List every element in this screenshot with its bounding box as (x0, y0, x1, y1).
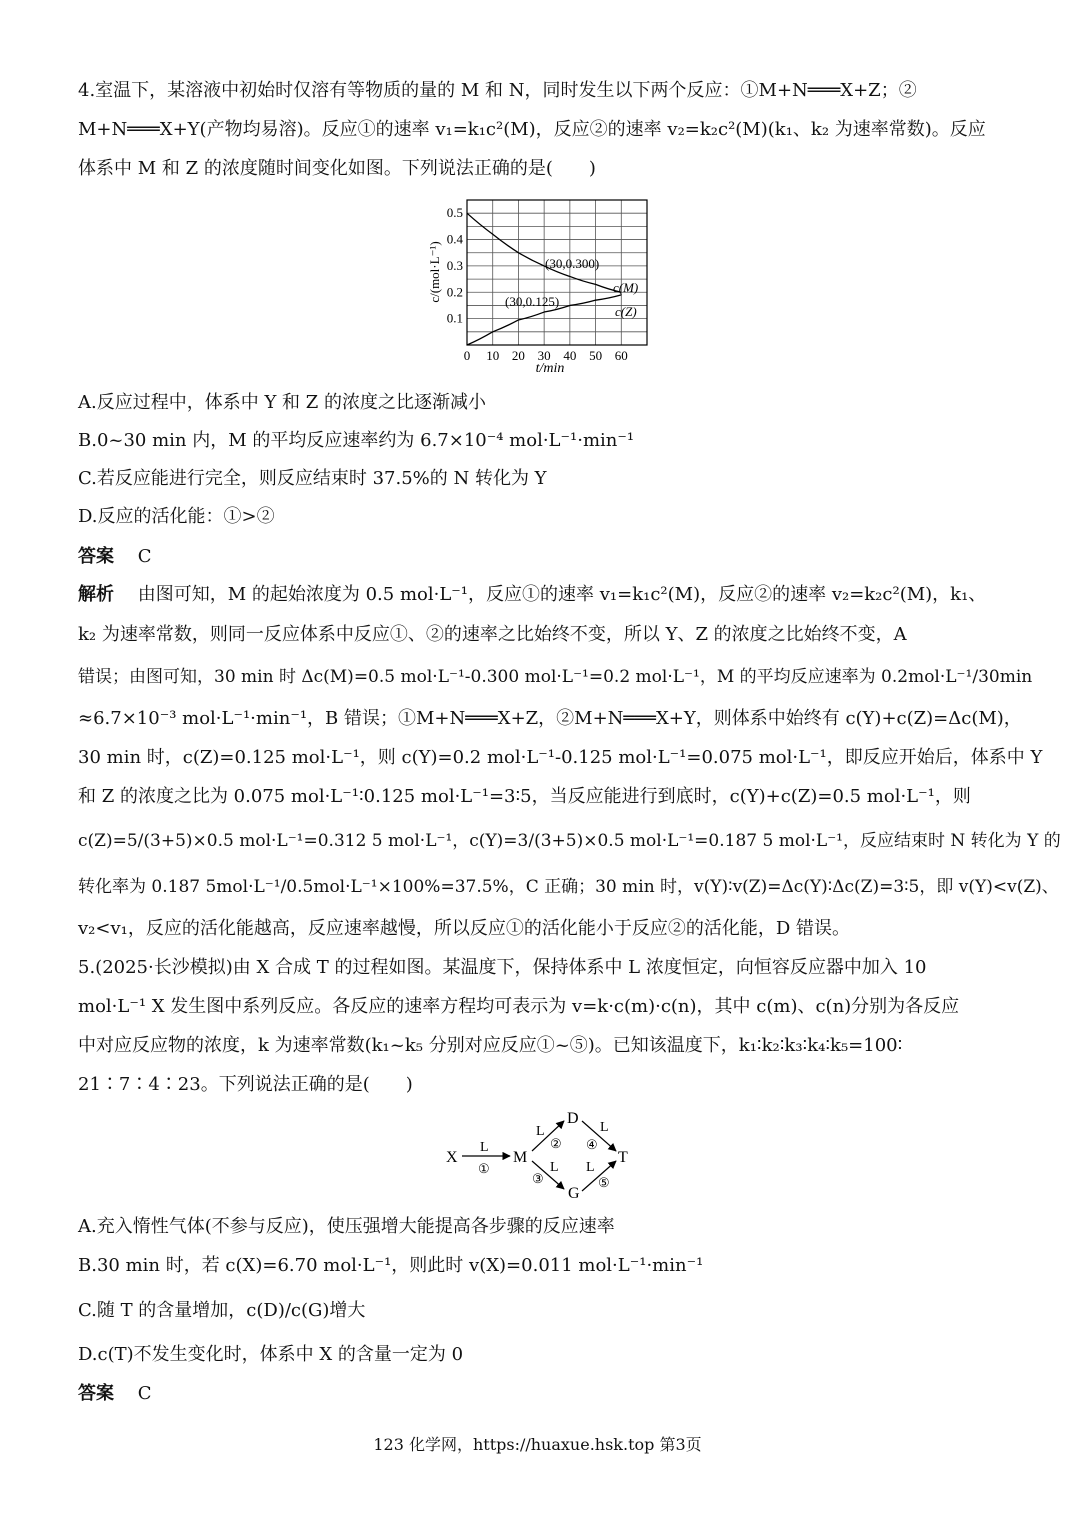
series-label-cM: c(M) (613, 280, 639, 295)
reagent-l-5: L (586, 1160, 595, 1175)
q5-option-c: C.随 T 的含量增加，c(D)/c(G)增大 (78, 1300, 366, 1321)
q5-stem-line-2: mol·L⁻¹ X 发生图中系列反应。各反应的速率方程均可表示为 v=k·c(m)·c(n)，其中 c(m)、c(n)分别为各反应 (78, 996, 960, 1017)
q4-analysis-text-1: 由图可知，M 的起始浓度为 0.5 mol·L⁻¹，反应①的速率 v₁=k₁c²(M)，反应②的速率 v₂=k₂c²(M)，k₁、 (137, 584, 987, 605)
species-g: G (568, 1185, 580, 1202)
q5-answer-value: C (137, 1383, 152, 1404)
species-d: D (567, 1110, 579, 1127)
q4-stem-line-1: 4.室温下，某溶液中初始时仅溶有等物质的量的 M 和 N，同时发生以下两个反应：①M+N═══X+Z；② (78, 80, 917, 101)
q4-analysis-label: 解析 (78, 584, 114, 605)
q4-analysis-line-4: ≈6.7×10⁻³ mol·L⁻¹·min⁻¹，B 错误；①M+N═══X+Z，②M+N═══X+Y，则体系中始终有 c(Y)+c(Z)=Δc(M)， (78, 708, 1022, 729)
q4-answer-value: C (137, 546, 152, 567)
x-axis-label: t/min (535, 361, 565, 376)
q4-option-b: B.0~30 min 内，M 的平均反应速率约为 6.7×10⁻⁴ mol·L⁻¹·min⁻¹ (78, 430, 635, 451)
reagent-l-1: L (480, 1140, 489, 1155)
reagent-l-3: L (550, 1160, 559, 1175)
q5-stem-line-3: 中对应反应物的浓度，k 为速率常数(k₁~k₅ 分别对应反应①~⑤)。已知该温度下，k₁∶k₂∶k₃∶k₄∶k₅=100∶ (78, 1035, 903, 1056)
y-axis-label: c/(mol·L⁻¹) (427, 241, 442, 303)
y-tick-label: 0.4 (446, 231, 463, 247)
chart-grid (467, 200, 647, 345)
q5-answer (78, 1381, 152, 1407)
concentration-time-chart (415, 190, 665, 380)
q5-option-b: B.30 min 时，若 c(X)=6.70 mol·L⁻¹，则此时 v(X)=0.011 mol·L⁻¹·min⁻¹ (78, 1255, 704, 1276)
q4-analysis-line-6: 和 Z 的浓度之比为 0.075 mol·L⁻¹∶0.125 mol·L⁻¹=3∶5，当反应能进行到底时，c(Y)+c(Z)=0.5 mol·L⁻¹，则 (78, 786, 971, 807)
q4-analysis-line-9: v₂<v₁，反应的活化能越高，反应速率越慢，所以反应①的活化能小于反应②的活化能，D 错误。 (78, 918, 851, 939)
q5-stem-line-1: 5.(2025·长沙模拟)由 X 合成 T 的过程如图。某温度下，保持体系中 L 浓度恒定，向恒容反应器中加入 10 (78, 957, 927, 978)
species-t: T (618, 1149, 628, 1166)
species-x: X (446, 1149, 458, 1166)
step-2: ② (550, 1136, 562, 1151)
y-tick-label: 0.2 (446, 284, 463, 300)
chart-frame (467, 200, 647, 345)
series-label-cZ: c(Z) (615, 304, 637, 319)
y-tick-labels (447, 205, 464, 325)
species-m: M (513, 1149, 528, 1166)
reagent-l-2: L (536, 1124, 545, 1139)
reagent-l-4: L (600, 1120, 609, 1135)
x-tick-label: 40 (563, 348, 577, 363)
q4-analysis-line-8: 转化率为 0.187 5mol·L⁻¹/0.5mol·L⁻¹×100%=37.5%，C 正确；30 min 时，v(Y)∶v(Z)=Δc(Y)∶Δc(Z)=3∶5，即 v(Y)<v(Z)、 (78, 877, 1059, 897)
page-footer: 123 化学网，https://huaxue.hsk.top 第3页 (373, 1435, 702, 1454)
x-tick-label: 50 (589, 348, 603, 363)
x-tick-label: 30 (537, 348, 551, 363)
q4-analysis-line-5: 30 min 时，c(Z)=0.125 mol·L⁻¹，则 c(Y)=0.2 mol·L⁻¹-0.125 mol·L⁻¹=0.075 mol·L⁻¹，即反应开始后，体系中 Y (78, 747, 1043, 768)
y-tick-label: 0.3 (446, 257, 463, 273)
q4-analysis-line-3: 错误；由图可知，30 min 时 Δc(M)=0.5 mol·L⁻¹-0.300 mol·L⁻¹=0.2 mol·L⁻¹，M 的平均反应速率为 0.2mol·L⁻¹/30min (78, 667, 1033, 687)
q4-stem-line-2: M+N═══X+Y(产物均易溶)。反应①的速率 v₁=k₁c²(M)，反应②的速率 v₂=k₂c²(M)(k₁、k₂ 为速率常数)。反应 (78, 119, 986, 140)
q5-option-a: A.充入惰性气体(不参与反应)，使压强增大能提高各步骤的反应速率 (78, 1216, 615, 1237)
q4-analysis-line-7: c(Z)=5/(3+5)×0.5 mol·L⁻¹=0.312 5 mol·L⁻¹，c(Y)=3/(3+5)×0.5 mol·L⁻¹=0.187 5 mol·L⁻¹，反应结束时 N 转化为 Y 的 (78, 831, 1061, 851)
x-tick-label: 20 (511, 348, 525, 363)
q4-analysis-line-2: k₂ 为速率常数，则同一反应体系中反应①、②的速率之比始终不变，所以 Y、Z 的浓度之比始终不变，A (78, 624, 907, 645)
y-tick-label: 0.5 (446, 205, 463, 221)
x-tick-label: 0 (463, 348, 471, 363)
q4-analysis-line-1 (78, 582, 986, 608)
q4-option-a: A.反应过程中，体系中 Y 和 Z 的浓度之比逐渐减小 (78, 392, 486, 413)
step-3: ③ (532, 1171, 544, 1186)
step-5: ⑤ (598, 1175, 610, 1190)
step-1: ① (478, 1161, 490, 1176)
annotation-m30: (30,0.300) (545, 256, 600, 271)
step-4: ④ (586, 1137, 598, 1152)
q5-stem-line-4: 21∶7∶4∶23。下列说法正确的是( ) (78, 1074, 413, 1095)
q4-stem-line-3: 体系中 M 和 Z 的浓度随时间变化如图。下列说法正确的是( ) (78, 158, 596, 179)
x-tick-label: 60 (614, 348, 628, 363)
y-tick-label: 0.1 (446, 310, 463, 326)
x-tick-label: 10 (486, 348, 500, 363)
q4-answer (78, 544, 152, 570)
q4-option-d: D.反应的活化能：①>② (78, 506, 275, 527)
q5-answer-label: 答案 (78, 1383, 114, 1404)
reaction-scheme (440, 1105, 640, 1205)
q4-answer-label: 答案 (78, 546, 114, 567)
q4-option-c: C.若反应能进行完全，则反应结束时 37.5%的 N 转化为 Y (78, 468, 547, 489)
annotation-z30: (30,0.125) (505, 294, 560, 309)
q5-option-d: D.c(T)不发生变化时，体系中 X 的含量一定为 0 (78, 1344, 464, 1365)
